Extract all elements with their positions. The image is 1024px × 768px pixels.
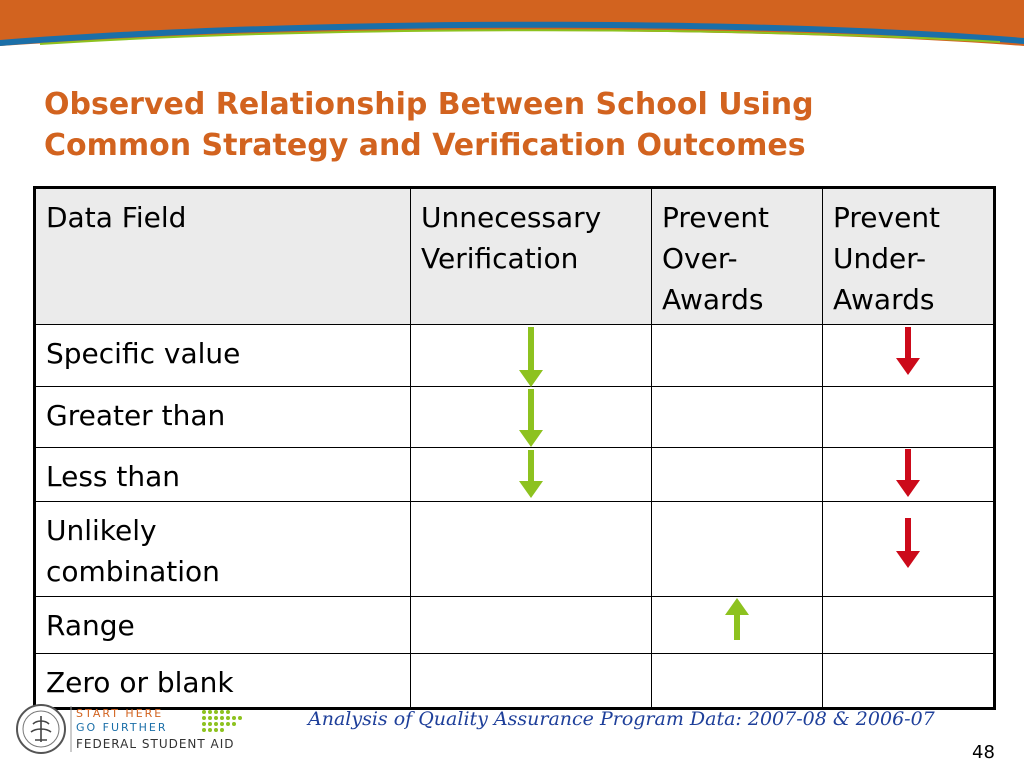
slide-title xyxy=(44,84,984,166)
cell-prevent-over-awards xyxy=(652,597,823,654)
cell-prevent-over-awards xyxy=(652,654,823,709)
arrow-down-icon xyxy=(895,327,921,375)
field-less-than: Less than xyxy=(35,448,411,502)
header-line: Prevent xyxy=(662,201,770,234)
table-row xyxy=(35,448,995,502)
cell-unnecessary-verification xyxy=(411,597,652,654)
field-zero-or-blank: Zero or blank xyxy=(35,654,411,709)
cell-prevent-under-awards xyxy=(823,448,995,502)
cell-unnecessary-verification xyxy=(411,448,652,502)
header-line: Awards xyxy=(662,283,764,316)
cell-unnecessary-verification xyxy=(411,654,652,709)
cell-prevent-over-awards xyxy=(652,502,823,597)
arrow-up-icon xyxy=(724,598,750,640)
arrow-down-icon xyxy=(518,450,544,498)
header-line: Awards xyxy=(833,283,935,316)
cell-prevent-over-awards xyxy=(652,448,823,502)
outcomes-table xyxy=(33,186,996,710)
source-note: Analysis of Quality Assurance Program Data: 2007-08 & 2006-07 xyxy=(308,708,935,730)
cell-prevent-over-awards xyxy=(652,325,823,387)
cell-unnecessary-verification xyxy=(411,387,652,448)
cell-prevent-under-awards xyxy=(823,654,995,709)
cell-prevent-under-awards xyxy=(823,387,995,448)
field-unlikely-combination xyxy=(35,502,411,597)
header-prevent-over-awards xyxy=(652,188,823,325)
logo-line-1: START HERE xyxy=(76,707,164,720)
header-data-field: Data Field xyxy=(35,188,411,325)
cell-unnecessary-verification xyxy=(411,502,652,597)
cell-prevent-under-awards xyxy=(823,502,995,597)
header-line: Verification xyxy=(421,242,579,275)
field-line: Unlikely xyxy=(46,514,157,547)
header-prevent-under-awards xyxy=(823,188,995,325)
header-line: Prevent xyxy=(833,201,941,234)
header-line: Unnecessary xyxy=(421,201,602,234)
cell-unnecessary-verification xyxy=(411,325,652,387)
field-greater-than: Greater than xyxy=(35,387,411,448)
header-line: Under- xyxy=(833,242,927,275)
table-row xyxy=(35,654,995,709)
table-row xyxy=(35,502,995,597)
arrow-down-icon xyxy=(895,518,921,568)
header-banner xyxy=(0,0,1024,60)
field-specific-value: Specific value xyxy=(35,325,411,387)
logo-dot-grid xyxy=(202,710,242,732)
arrow-down-icon xyxy=(518,389,544,447)
cell-prevent-over-awards xyxy=(652,387,823,448)
table-row xyxy=(35,387,995,448)
field-line: combination xyxy=(46,555,220,588)
title-line-2: Common Strategy and Verification Outcomes xyxy=(44,128,806,163)
field-range: Range xyxy=(35,597,411,654)
table-row xyxy=(35,325,995,387)
table-header-row xyxy=(35,188,995,325)
arrow-down-icon xyxy=(895,449,921,497)
arrow-down-icon xyxy=(518,327,544,387)
logo-line-2: GO FURTHER xyxy=(76,721,168,734)
cell-prevent-under-awards xyxy=(823,597,995,654)
logo-line-3: FEDERAL STUDENT AID xyxy=(76,737,235,751)
table-row xyxy=(35,597,995,654)
federal-student-aid-logo xyxy=(14,702,254,756)
cell-prevent-under-awards xyxy=(823,325,995,387)
header-unnecessary-verification xyxy=(411,188,652,325)
title-line-1: Observed Relationship Between School Using xyxy=(44,87,814,122)
page-number: 48 xyxy=(972,742,995,763)
header-line: Over- xyxy=(662,242,738,275)
